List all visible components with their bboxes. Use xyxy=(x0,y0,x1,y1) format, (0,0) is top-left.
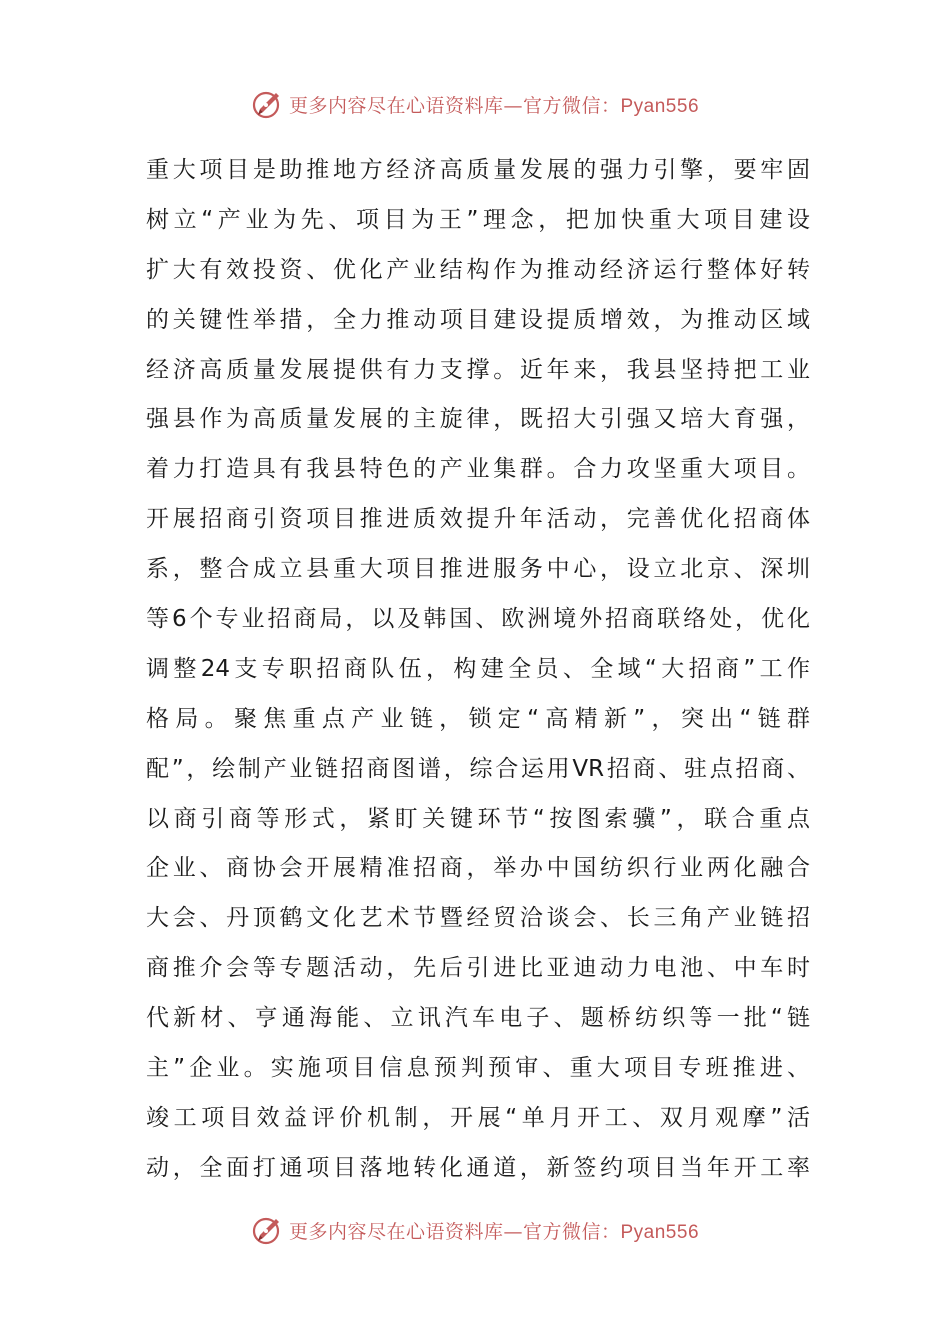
watermark-separator: — xyxy=(503,94,523,117)
watermark-handle: Pyan556 xyxy=(620,95,700,117)
watermark-banner-bottom xyxy=(0,1210,950,1250)
text-line: 重大项目是助推地方经济高质量发展的强力引擎，要牢固 xyxy=(146,157,810,183)
text-line: 系，整合成立县重大项目推进服务中心，设立北京、深圳 xyxy=(146,556,810,583)
text-line: 企业、商协会开展精准招商，举办中国纺织行业两化融合 xyxy=(146,855,810,882)
text-line: 格局。聚焦重点产业链，锁定“高精新”，突出“链群 xyxy=(146,705,810,732)
text-line: 等6个专业招商局，以及韩国、欧洲境外招商联络处，优化 xyxy=(146,606,810,633)
watermark-banner-top xyxy=(0,84,950,124)
text-line: 调整24支专职招商队伍，构建全员、全域“大招商”工作 xyxy=(146,655,810,682)
text-line: 扩大有效投资、优化产业结构作为推动经济运行整体好转 xyxy=(146,256,810,283)
watermark-text xyxy=(289,91,699,118)
text-line: 商推介会等专题活动，先后引进比亚迪动力电池、中车时 xyxy=(146,955,810,982)
document-body xyxy=(146,146,810,1194)
text-line: 着力打造具有我县特色的产业集群。合力攻坚重大项目。 xyxy=(146,456,810,483)
text-line: 动，全面打通项目落地转化通道，新签约项目当年开工率 xyxy=(146,1154,810,1181)
watermark-handle: Pyan556 xyxy=(620,1221,700,1243)
watermark-text xyxy=(289,1217,699,1244)
text-line: 经济高质量发展提供有力支撑。近年来，我县坚持把工业 xyxy=(146,356,810,383)
text-line: 竣工项目效益评价机制，开展“单月开工、双月观摩”活 xyxy=(146,1104,810,1131)
watermark-separator: — xyxy=(503,1220,523,1243)
watermark-brand: 更多内容尽在心语资料库 xyxy=(288,1220,504,1243)
text-line: 开展招商引资项目推进质效提升年活动，完善优化招商体 xyxy=(146,506,810,533)
watermark-official: 官方微信： xyxy=(522,94,621,117)
watermark-brand: 更多内容尽在心语资料库 xyxy=(288,94,504,117)
text-line: 配”，绘制产业链招商图谱，综合运用VR招商、驻点招商、 xyxy=(146,755,810,782)
text-line: 强县作为高质量发展的主旋律，既招大引强又培大育强， xyxy=(146,406,810,433)
pen-circle-logo-icon xyxy=(251,1213,285,1247)
text-line: 以商引商等形式，紧盯关键环节“按图索骥”，联合重点 xyxy=(146,805,810,832)
pen-circle-logo-icon xyxy=(251,87,285,121)
text-line: 大会、丹顶鹤文化艺术节暨经贸洽谈会、长三角产业链招 xyxy=(146,905,810,932)
text-line: 的关键性举措，全力推动项目建设提质增效，为推动区域 xyxy=(146,306,810,333)
text-line: 主”企业。实施项目信息预判预审、重大项目专班推进、 xyxy=(146,1055,810,1082)
watermark-official: 官方微信： xyxy=(522,1220,621,1243)
text-line: 树立“产业为先、项目为王”理念，把加快重大项目建设 xyxy=(146,206,810,233)
text-line: 代新材、亨通海能、立讯汽车电子、题桥纺织等一批“链 xyxy=(146,1005,810,1032)
